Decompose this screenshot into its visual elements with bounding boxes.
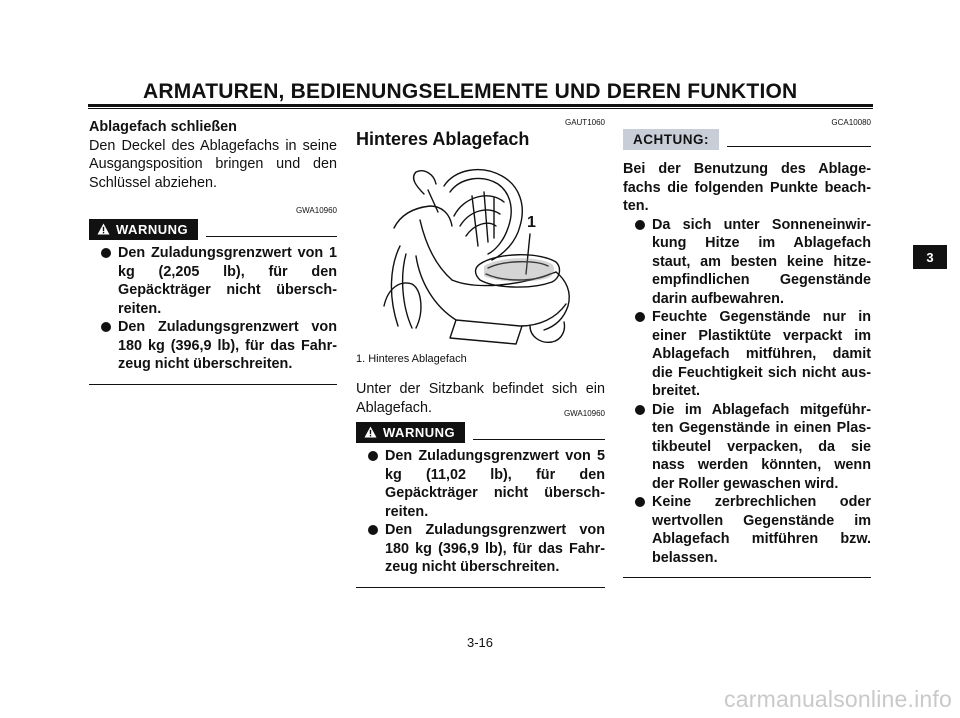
warning-label: WARNUNG	[116, 221, 189, 237]
chapter-tab: 3	[913, 245, 947, 269]
para-line: Bei der Benutzung des Ablage-	[623, 161, 871, 177]
list-line: wertvollen Gegenstände im	[652, 512, 871, 529]
list-line: nass werden könnten, wenn	[652, 457, 871, 473]
list-line: kung Hitze im Ablagefach	[652, 235, 871, 251]
warning-end-rule	[356, 587, 605, 588]
para-line: Den Deckel des Ablagefachs in seine	[89, 137, 337, 154]
column-2	[356, 118, 605, 588]
warning-rule	[473, 439, 605, 440]
bullet-icon	[635, 220, 645, 230]
title-rule-thin	[88, 108, 873, 109]
list-line: Ablagefach mitführen, damit	[652, 346, 871, 362]
list-line: empfindlichen Gegenstände	[652, 272, 871, 288]
caution-list	[623, 216, 871, 568]
list-line: Keine zerbrechlichen oder	[652, 494, 871, 510]
page-title: ARMATUREN, BEDIENUNGSELEMENTE UND DEREN FUNKTION	[143, 80, 798, 103]
list-line: reiten.	[118, 300, 162, 317]
list-item	[356, 447, 605, 521]
bullet-icon	[635, 497, 645, 507]
title-rule	[88, 104, 873, 107]
bullet-icon	[368, 525, 378, 535]
list-line: Ablagefach mitführen bzw.	[652, 531, 871, 547]
caution-end-rule	[623, 577, 871, 578]
list-line: 180 kg (396,9 lb), für das Fahr-	[385, 540, 605, 557]
warning-list	[89, 244, 337, 374]
list-item	[89, 244, 337, 318]
list-line: zeug nicht überschreiten.	[385, 559, 560, 575]
para-line: Unter der Sitzbank befindet sich ein	[356, 381, 605, 397]
para-line: fachs die folgenden Punkte beach-	[623, 179, 871, 196]
warning-header	[356, 421, 605, 443]
list-item	[623, 493, 871, 567]
list-line: Den Zuladungsgrenzwert von 1	[118, 245, 337, 261]
list-line: kg (11,02 lb), für den	[385, 466, 605, 483]
list-line: ten Gegenstände in einen Plas-	[652, 420, 871, 436]
list-line: 180 kg (396,9 lb), für das Fahr-	[118, 337, 337, 354]
list-item	[623, 401, 871, 494]
list-line: breitet.	[652, 383, 700, 399]
bullet-icon	[368, 451, 378, 461]
column-3	[623, 118, 871, 578]
bullet-icon	[635, 312, 645, 322]
bullet-icon	[101, 322, 111, 332]
subheading-close-storage: Ablagefach schließen	[89, 119, 237, 135]
list-line: Den Zuladungsgrenzwert von	[118, 319, 337, 335]
warning-list	[356, 447, 605, 577]
list-line: Gepäckträger nicht übersch-	[385, 485, 605, 501]
figure-caption: 1. Hinteres Ablagefach	[356, 353, 467, 365]
warning-badge	[356, 422, 465, 443]
list-line: darin aufbewahren.	[652, 290, 784, 307]
list-item	[356, 521, 605, 577]
figure-callout: 1	[527, 214, 536, 231]
column-1	[89, 118, 337, 385]
list-line: Die im Ablagefach mitgeführ-	[652, 401, 871, 418]
scooter-storage-illustration	[380, 156, 580, 350]
list-item	[623, 216, 871, 309]
list-line: staut, am besten keine hitze-	[652, 253, 871, 270]
list-line: Feuchte Gegenstände nur in	[652, 309, 871, 325]
para-line: Schlüssel abziehen.	[89, 174, 217, 191]
list-line: die Feuchtigkeit sich nicht aus-	[652, 364, 871, 381]
list-line: der Roller gewaschen wird.	[652, 475, 839, 492]
caution-code: GCA10080	[831, 118, 871, 127]
caution-header	[623, 128, 871, 150]
warning-triangle-icon	[364, 426, 377, 438]
list-line: Den Zuladungsgrenzwert von	[385, 522, 605, 538]
page-number: 3-16	[466, 635, 494, 650]
list-line: einer Plastiktüte verpackt im	[652, 327, 871, 344]
watermark: carmanualsonline.info	[724, 686, 952, 712]
warning-end-rule	[89, 384, 337, 385]
list-line: tikbeutel verpacken, da sie	[652, 438, 871, 455]
list-item	[89, 318, 337, 374]
bullet-icon	[635, 405, 645, 415]
list-line: Den Zuladungsgrenzwert von 5	[385, 448, 605, 464]
warning-badge	[89, 219, 198, 240]
warning-code: GWA10960	[295, 206, 337, 215]
warning-rule	[206, 236, 337, 237]
bullet-icon	[101, 248, 111, 258]
para-line: Ausgangsposition bringen und den	[89, 156, 337, 172]
caution-intro	[623, 160, 871, 216]
scooter-drawing	[380, 156, 580, 350]
caution-rule	[727, 146, 871, 147]
warning-label: WARNUNG	[383, 424, 456, 440]
warning-triangle-icon	[97, 223, 110, 235]
para-line: ten.	[623, 198, 649, 214]
list-line: kg (2,205 lb), für den	[118, 263, 337, 280]
list-line: reiten.	[385, 503, 429, 520]
section-code: GAUT1060	[564, 118, 605, 127]
list-item	[623, 308, 871, 401]
para-line: Ablagefach.	[356, 399, 433, 416]
list-line: Gepäckträger nicht übersch-	[118, 282, 337, 298]
section-heading: Hinteres Ablagefach	[356, 129, 530, 149]
warning-header	[89, 218, 337, 240]
list-line: Da sich unter Sonneneinwir-	[652, 216, 871, 233]
list-line: zeug nicht überschreiten.	[118, 356, 293, 372]
warning-code: GWA10960	[563, 409, 605, 418]
list-line: belassen.	[652, 549, 718, 566]
caution-badge: ACHTUNG:	[623, 129, 719, 150]
